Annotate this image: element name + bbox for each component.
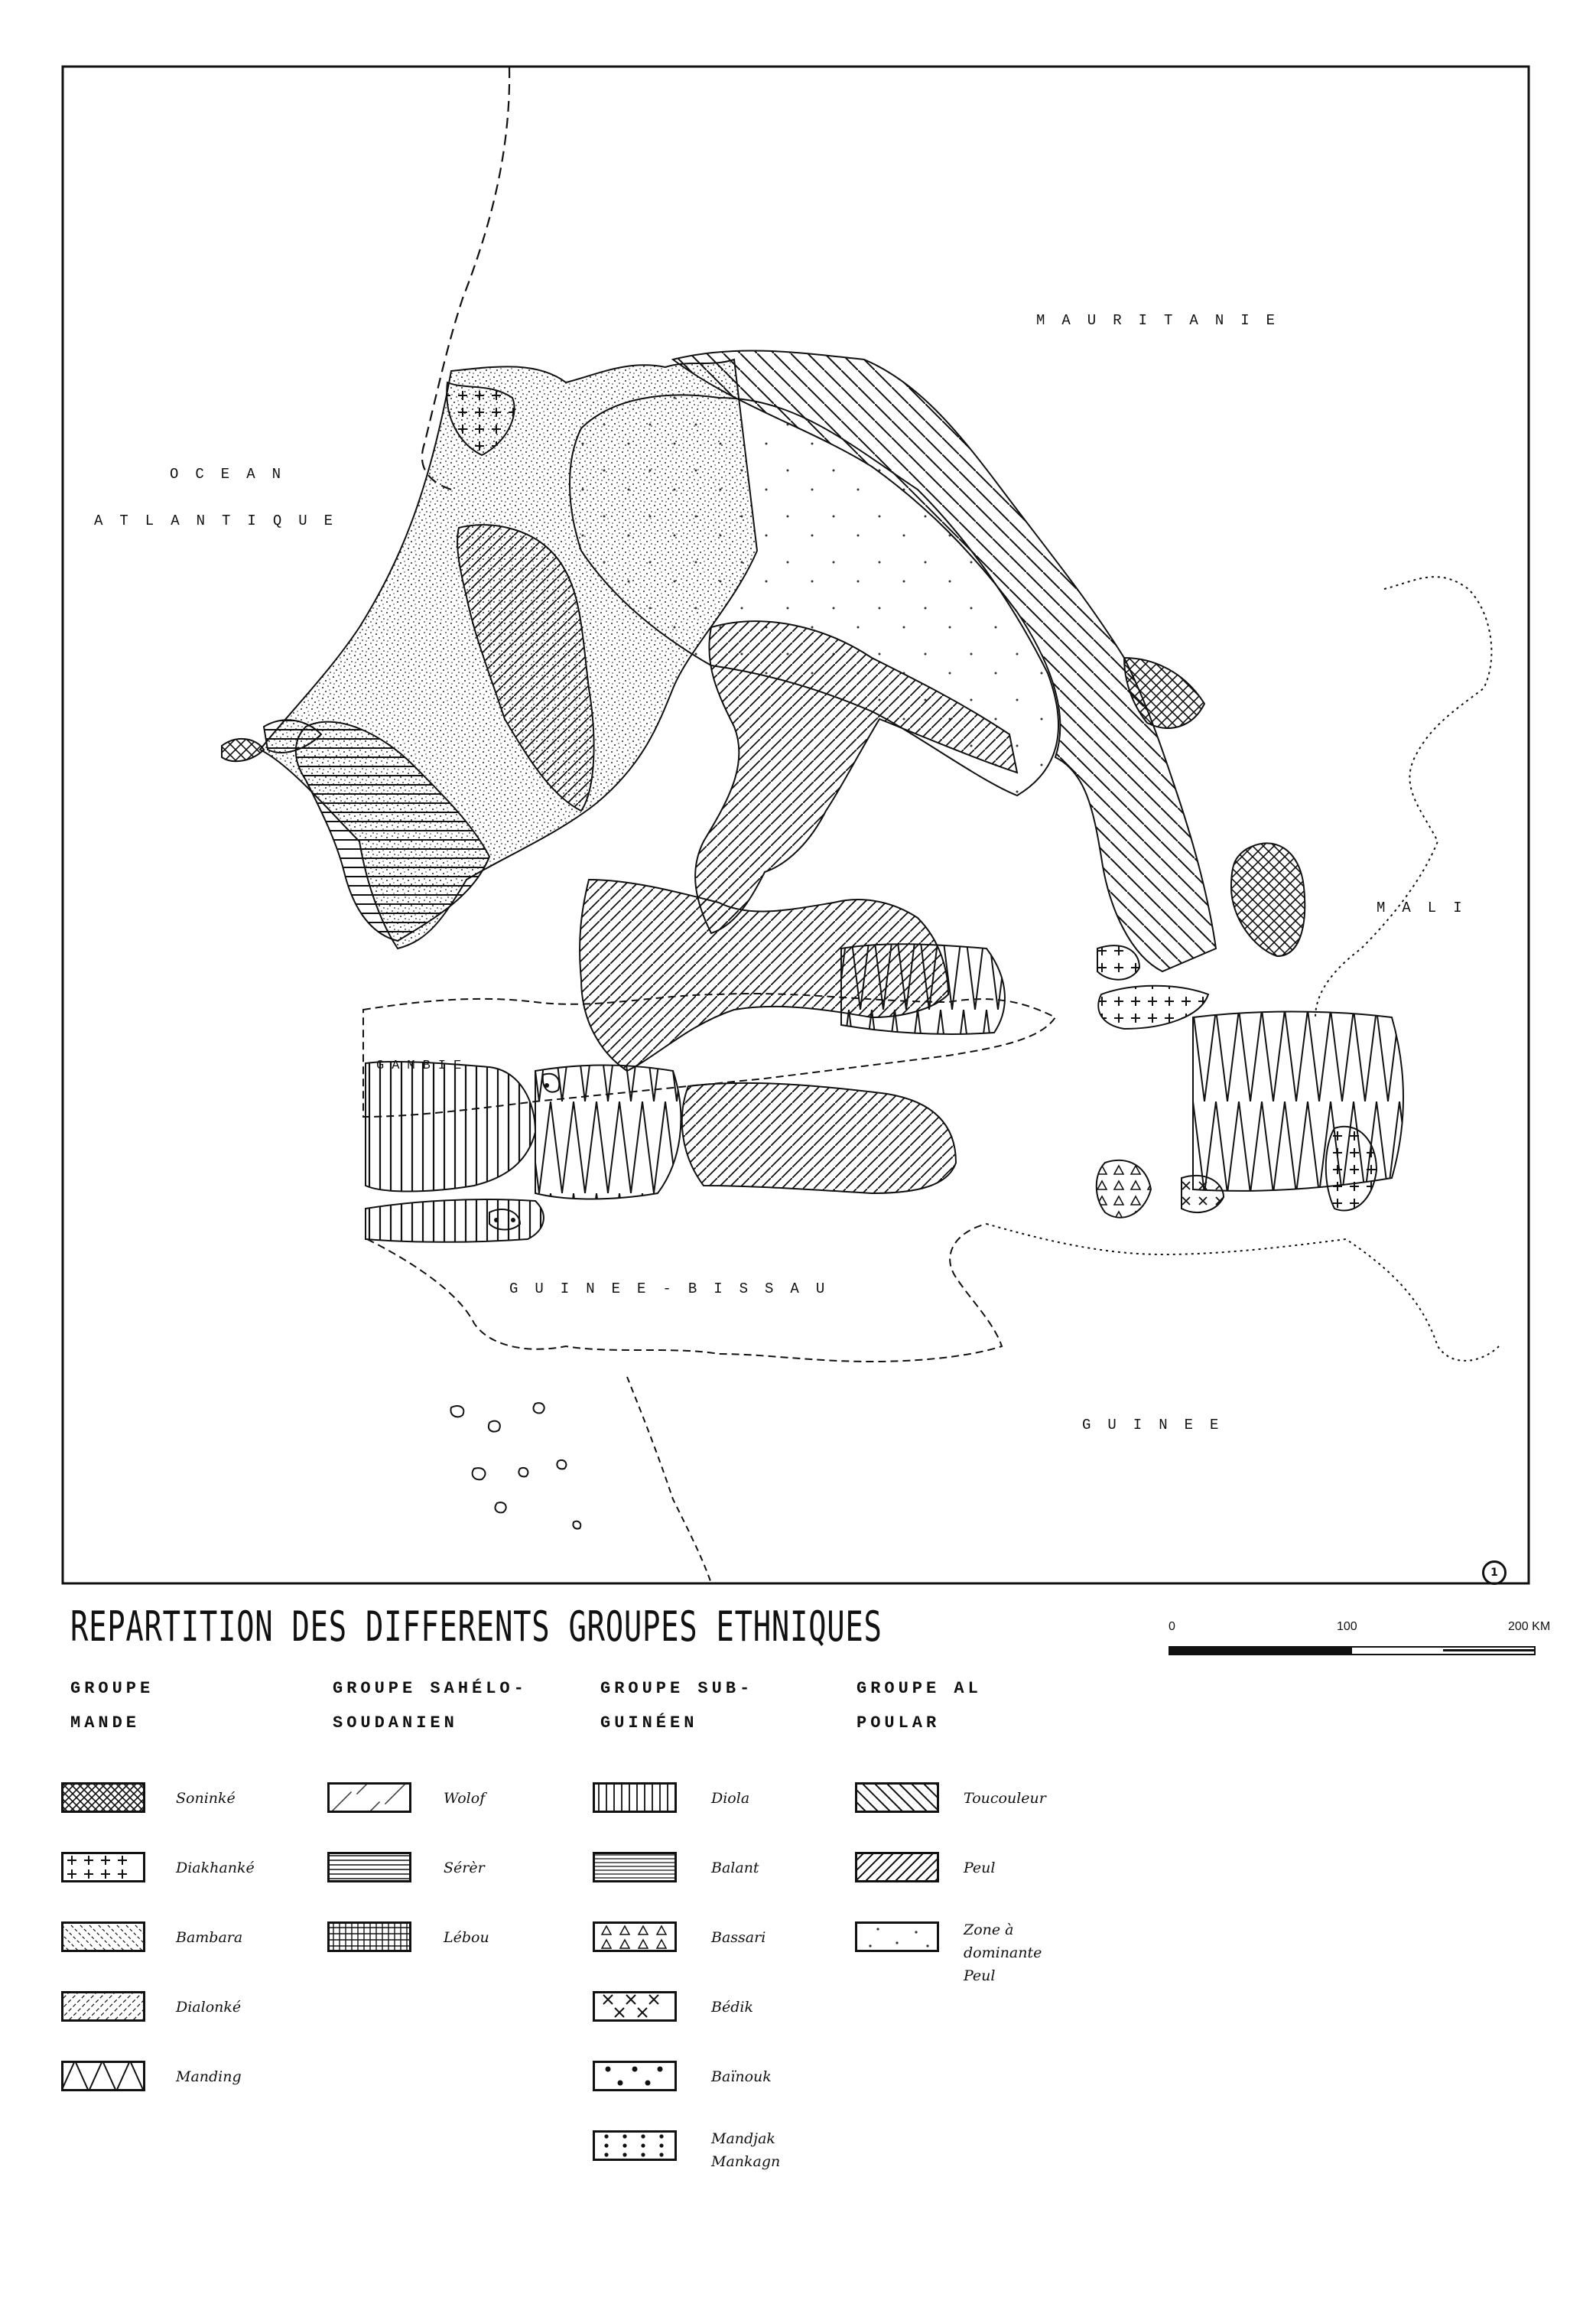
figure-number: 1: [1482, 1560, 1507, 1585]
legend-label-mande-2: Bambara: [176, 1929, 243, 1946]
guinea-border: [987, 1224, 1499, 1361]
label-guinee: GUINEE: [1082, 1417, 1236, 1433]
legend-label-sub-0: Diola: [711, 1790, 750, 1807]
legend-label-sahelo-0: Wolof: [444, 1790, 486, 1807]
legend-label-mande-3: Dialonké: [176, 1999, 242, 2016]
legend-label-mande-0: Soninké: [176, 1790, 236, 1807]
manding-north: [841, 944, 1005, 1034]
bassari-region: [1097, 1160, 1151, 1218]
legend-label-poular-1: Peul: [964, 1860, 996, 1876]
legend-label-sahelo-1: Sérèr: [444, 1860, 485, 1876]
legend-label-sahelo-2: Lébou: [444, 1929, 489, 1946]
diola-region: [366, 1062, 535, 1192]
scale-mid: 100: [1337, 1620, 1357, 1633]
group-mande-heading: GROUPE MANDE: [70, 1679, 154, 1733]
islands: [450, 1403, 580, 1528]
legend-label-sub-2: Bassari: [711, 1929, 766, 1946]
legend-label-sub-4: Baïnouk: [711, 2068, 772, 2085]
scale-zero: 0: [1169, 1620, 1175, 1633]
label-gambie: GAMBIE: [376, 1059, 470, 1073]
group-sub-heading: GROUPE SUB- GUINÉEN: [600, 1679, 754, 1733]
legend-label-poular-0: Toucouleur: [964, 1790, 1046, 1807]
label-atlantique: ATLANTIQUE: [94, 512, 350, 529]
legend-label-sub-1: Balant: [711, 1860, 759, 1876]
lebou-region: [222, 739, 264, 761]
legend-label-mande-4: Manding: [176, 2068, 242, 2085]
soninke-east: [1231, 843, 1305, 956]
legend-label-sub-5: Mandjak Mankagn: [711, 2130, 781, 2170]
label-mali: MALI: [1377, 900, 1479, 916]
map-title: REPARTITION DES DIFFERENTS GROUPES ETHNIQUES: [70, 1603, 883, 1651]
diakhanke-1: [1097, 945, 1139, 980]
mali-border: [1315, 577, 1491, 1017]
guinea-coast: [627, 1377, 711, 1583]
label-ocean: OCEAN: [170, 466, 298, 483]
scale-bar: [1162, 1620, 1551, 1658]
legend-label-mande-1: Diakhanké: [176, 1860, 255, 1876]
legend-label-poular-2: Zone à dominante Peul: [964, 1921, 1042, 1984]
legend-label-sub-3: Bédik: [711, 1999, 753, 2016]
diakhanke-2: [1098, 986, 1208, 1029]
scale-end: 200 KM: [1508, 1620, 1551, 1633]
label-mauritanie: MAURITANIE: [1036, 312, 1292, 329]
label-guinee-bissau: GUINEE-BISSAU: [509, 1280, 842, 1297]
peul-fouladou: [682, 1083, 956, 1193]
group-poular-heading: GROUPE AL POULAR: [857, 1679, 982, 1733]
group-sahelo-heading: GROUPE SAHÉLO- SOUDANIEN: [333, 1679, 528, 1733]
